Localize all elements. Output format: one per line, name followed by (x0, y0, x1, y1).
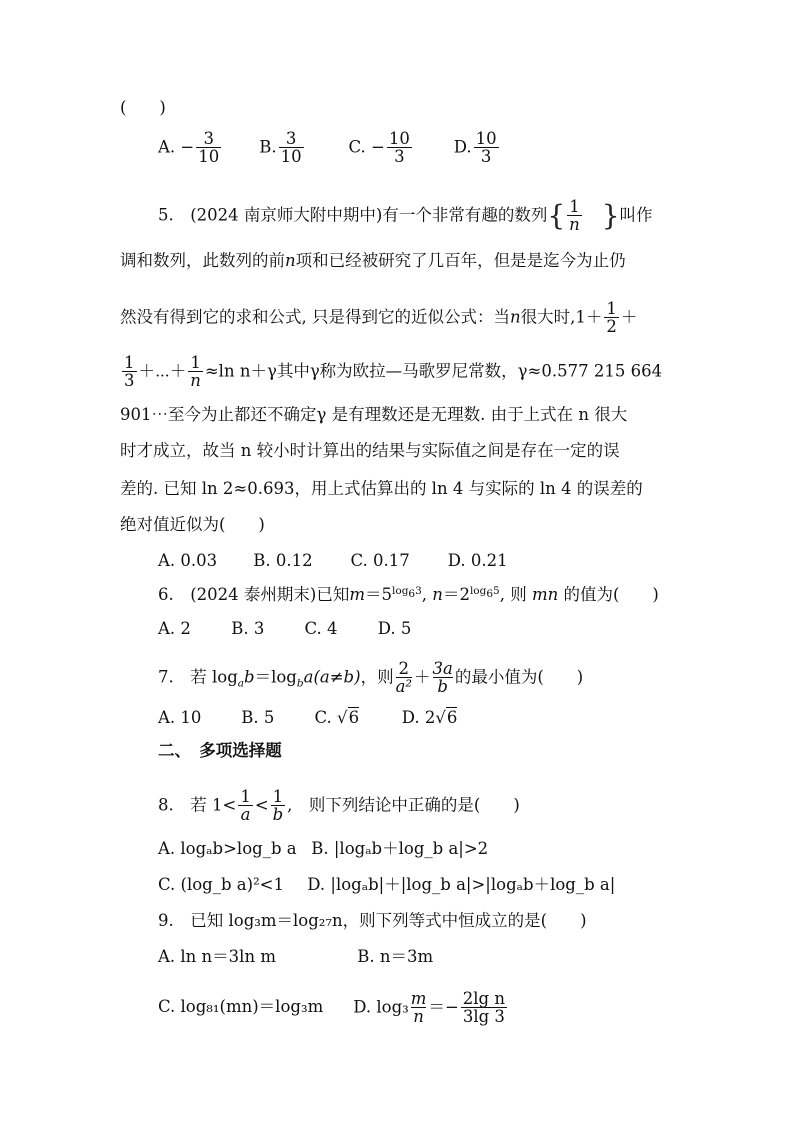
q5-stem-line6: 时才成立，故当 n 较小时计算出的结果与实际值之间是存在一定的误 (120, 441, 620, 460)
q5-option-b: B. 0.12 (253, 551, 313, 570)
q4-option-b: B. $\frac{3}{10}$ (259, 129, 302, 167)
q8-options-row2 (158, 874, 615, 896)
q5-stem-line4: $\frac{1}{3}$ ＋⋯＋ $\frac{1}{n} \approx\ln$ n＋γ其中γ称为欧拉—马歌罗尼常数，γ≈0.577 215 664 (124, 353, 663, 391)
q9-options-row1 (158, 946, 433, 968)
q4-options (158, 130, 501, 166)
q7-options (158, 707, 457, 729)
q7-option-b: B. 5 (241, 708, 275, 727)
q5-stem-line2: 调和数列，此数列的前n项和已经被研究了几百年，但是是迄今为止仍 (120, 251, 626, 270)
q8-option-d: D. |logₐb|＋|log_b a|>|logₐb＋log_b a| (307, 875, 616, 894)
q9-option-d: D. log₃ $\frac{m}{n}$ ＝− $\frac{\text{2lg n}}{3\lg 3}$ (353, 989, 505, 1027)
q8-option-c: C. (log_b a)²<1 (158, 875, 285, 894)
q6-option-b: B. 3 (231, 619, 265, 638)
q5-stem-line1: 5. (2024 南京师大附中期中)有一个非常有趣的数列{ $\frac{1}{n}$ }叫作 (158, 197, 653, 235)
q4-answer-paren: ( ) (120, 98, 166, 117)
q5-option-c: C. 0.17 (350, 551, 410, 570)
q5-options (158, 550, 508, 572)
q5-stem-line7: 差的. 已知 ln 2≈0.693，用上式估算出的 ln 4 与实际的 ln 4 的误差的 (120, 479, 643, 498)
q5-stem-line8: 绝对值近似为( ) (120, 515, 265, 534)
q8-options-row1 (158, 838, 488, 860)
q5-option-d: D. 0.21 (447, 551, 508, 570)
right-brace-icon: } (601, 198, 620, 232)
q5-option-a: A. 0.03 (158, 551, 218, 570)
q9-options-row2 (158, 990, 509, 1026)
q9-option-b: B. n＝3m (357, 947, 434, 966)
section-heading: 二、 多项选择题 (158, 741, 282, 760)
q5-stem-line3: 然没有得到它的求和公式, 只是得到它的近似公式：当n很大时,1＋ $\frac{1}{2}$ ＋ (120, 299, 638, 337)
q6-option-d: D. 5 (377, 619, 412, 638)
q4-option-c: C. − $\frac{10}{3}$ (348, 129, 410, 167)
q9-stem: 9. 已知 log₃m＝log₂₇n，则下列等式中恒成立的是( ) (158, 911, 587, 930)
q6-option-a: A. 2 (158, 619, 191, 638)
q9-option-a: A. ln n＝3ln m (158, 947, 276, 966)
q7-option-d: D. 2√6 (401, 708, 458, 727)
q6-stem: 6. (2024 泰州期末)已知$m=5^{log_63}$, $n=2^{log_65}$, 则 mn 的值为( ) (158, 584, 659, 604)
q6-option-c: C. 4 (304, 619, 338, 638)
q8-option-b: B. |logₐb＋log_b a|>2 (311, 839, 489, 858)
left-brace-icon: { (547, 198, 566, 232)
q4-option-a: A. − $\frac{3}{10}$ (158, 129, 220, 167)
q7-option-c: C. √6 (314, 708, 360, 727)
q8-stem: 8. 若 1< $\frac{1}{a}$ < $\frac{1}{b}$ , 则下列结论中正确的是( ) (158, 787, 520, 825)
q8-option-a: A. logₐb>log_b a (158, 839, 297, 858)
q5-stem-line5: 901⋯至今为止都还不确定γ 是有理数还是无理数. 由于上式在 n 很大 (120, 405, 628, 424)
q7-stem: 7. 若 $\log_ab=\log_ba(a\ne b)$，则 $\frac{2}{\text{a²}}$ ＋ $\frac{3a}{b}$ 的最小值为( ) (158, 659, 584, 697)
q4-option-d: D. $\frac{10}{3}$ (453, 129, 497, 167)
q7-option-a: A. 10 (158, 708, 202, 727)
q6-options (158, 618, 411, 640)
q9-option-c: C. log₈₁(mn)＝log₃m (158, 997, 324, 1017)
